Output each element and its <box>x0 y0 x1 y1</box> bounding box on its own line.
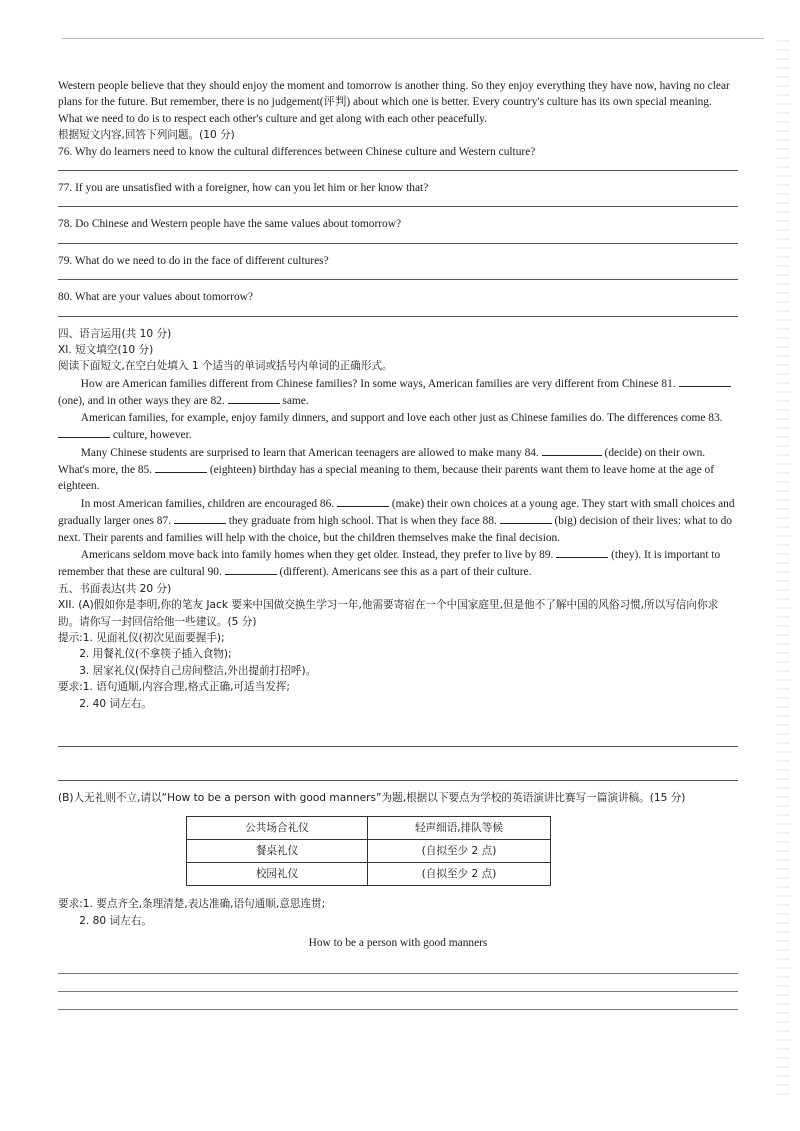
cloze-paragraph-4 <box>58 495 738 546</box>
answer-line-80[interactable] <box>58 316 738 317</box>
exam-page <box>58 78 738 1010</box>
answer-line-78[interactable] <box>58 243 738 244</box>
cloze-text: Americans seldom move back into family homes when they get older. Instead, they prefer to live by 89. <box>80 548 554 561</box>
writing-a-hint-2: 2. 用餐礼仪(不拿筷子插入食物); <box>79 648 232 661</box>
table-row <box>187 817 551 840</box>
writing-b-prompt: (B)人无礼则不立,请以“How to be a person with good manners”为题,根据以下要点为学校的英语演讲比赛写一篇演讲稿。(15 分) <box>58 792 686 804</box>
cloze-paragraph-3 <box>58 444 738 495</box>
cloze-text: In most American families, children are encouraged 86. <box>80 497 335 510</box>
cloze-paragraph-1 <box>58 375 738 410</box>
writing-row <box>58 992 738 1009</box>
cloze-text: American families, for example, enjoy family dinners, and support and love each other just as Chinese families do. The differences come 83. <box>80 411 723 424</box>
writing-b-req-2: 2. 80 词左右。 <box>79 914 152 927</box>
table-cell: 公共场合礼仪 <box>187 817 368 840</box>
essay-writing-area[interactable] <box>58 956 738 1010</box>
blank-88[interactable] <box>500 512 552 524</box>
writing-a-req-2: 2. 40 词左右。 <box>79 697 152 710</box>
manners-table <box>186 816 551 886</box>
blank-86[interactable] <box>337 495 389 507</box>
cloze-text: (one), and in other ways they are 82. <box>58 395 225 408</box>
question-78: 78. Do Chinese and Western people have the same values about tomorrow? <box>58 218 402 231</box>
blank-89[interactable] <box>556 546 608 558</box>
cloze-text: (make) their own choices at a young age. They start with small choices and gradually larger ones 87. <box>58 497 735 528</box>
question-79: 79. What do we need to do in the face of different cultures? <box>58 254 329 267</box>
cloze-text: (different). Americans see this as a part of their culture. <box>279 566 532 579</box>
cloze-text: they graduate from high school. That is when they face 88. <box>228 515 497 528</box>
cloze-paragraph-2 <box>58 410 738 444</box>
table-cell: (自拟至少 2 点) <box>368 840 551 863</box>
top-rule <box>62 38 764 39</box>
answer-line-77[interactable] <box>58 206 738 207</box>
blank-82[interactable] <box>228 392 280 404</box>
scan-edge <box>776 40 790 1100</box>
writing-a-line-1[interactable] <box>58 746 738 747</box>
table-cell: (自拟至少 2 点) <box>368 863 551 886</box>
cloze-paragraph-5 <box>58 546 738 581</box>
writing-row <box>58 956 738 973</box>
question-77: 77. If you are unsatisfied with a foreigner, how can you let him or her know that? <box>58 182 429 195</box>
table-cell: 餐桌礼仪 <box>187 840 368 863</box>
question-80: 80. What are your values about tomorrow? <box>58 291 253 304</box>
table-row <box>187 863 551 886</box>
section4-instruction: 阅读下面短文,在空白处填入 1 个适当的单词或括号内单词的正确形式。 <box>58 360 393 373</box>
answer-line-76[interactable] <box>58 170 738 171</box>
cloze-text: (decide) on their own. What's more, the 85. <box>58 446 706 476</box>
section4-part-title: XI. 短文填空(10 分) <box>58 344 154 357</box>
cloze-text: culture, however. <box>112 429 192 442</box>
table-cell: 校园礼仪 <box>187 863 368 886</box>
writing-a-hint-3: 3. 居家礼仪(保持自己房间整洁,外出提前打招呼)。 <box>79 664 317 677</box>
writing-row <box>58 974 738 991</box>
writing-line[interactable] <box>58 1009 738 1010</box>
answer-line-79[interactable] <box>58 279 738 280</box>
cloze-text: (eighteen) birthday has a special meaning to them, because their parents want them to leave home at the age of eighteen. <box>58 463 714 493</box>
blank-81[interactable] <box>679 375 731 387</box>
passage-paragraph: Western people believe that they should enjoy the moment and tomorrow is another thing. So they enjoy everything they have now, having no clear plans for the future. But remember, there is no judgement(评判) about which one is better. Every country's culture has its own special meaning. What we need to do is to respect each other's culture and get along with each other peacefully. <box>58 80 730 125</box>
table-cell: 轻声细语,排队等候 <box>368 817 551 840</box>
blank-87[interactable] <box>174 512 226 524</box>
writing-a-req-1: 要求:1. 语句通顺,内容合理,格式正确,可适当发挥; <box>58 681 290 694</box>
blank-83[interactable] <box>58 426 110 438</box>
essay-title: How to be a person with good manners <box>308 937 488 950</box>
blank-85[interactable] <box>155 461 207 473</box>
writing-a-line-2[interactable] <box>58 780 738 781</box>
cloze-text: How are American families different from Chinese families? In some ways, American families are very different from Chinese 81. <box>80 377 676 390</box>
writing-a-hint-1: 提示:1. 见面礼仪(初次见面要握手); <box>58 631 225 644</box>
blank-90[interactable] <box>225 563 277 575</box>
writing-a-prompt: XII. (A)假如你是李明,你的笔友 Jack 要来中国做交换生学习一年,他需要寄宿在一个中国家庭里,但是他不了解中国的风俗习惯,所以写信向你求助。请你写一封回信给他一些建议。(5 分) <box>58 599 719 628</box>
section4-title: 四、语言运用(共 10 分) <box>58 327 172 340</box>
section5-title: 五、书面表达(共 20 分) <box>58 582 172 595</box>
cloze-text: Many Chinese students are surprised to learn that American teenagers are allowed to make many 84. <box>80 446 539 459</box>
question-76: 76. Why do learners need to know the cultural differences between Chinese culture and Western culture? <box>58 145 536 158</box>
reading-instruction: 根据短文内容,回答下列问题。(10 分) <box>58 129 235 142</box>
writing-b-req-1: 要求:1. 要点齐全,条理清楚,表达准确,语句通顺,意思连贯; <box>58 898 326 911</box>
cloze-text: same. <box>282 395 309 408</box>
cloze-text: (they). It is important to remember that these are cultural 90. <box>58 548 721 579</box>
table-row <box>187 840 551 863</box>
cloze-text: (big) decision of their lives: what to do next. Their parents and families will help with the choice, but the children themselves make the final decision. <box>58 515 732 544</box>
blank-84[interactable] <box>542 444 602 456</box>
